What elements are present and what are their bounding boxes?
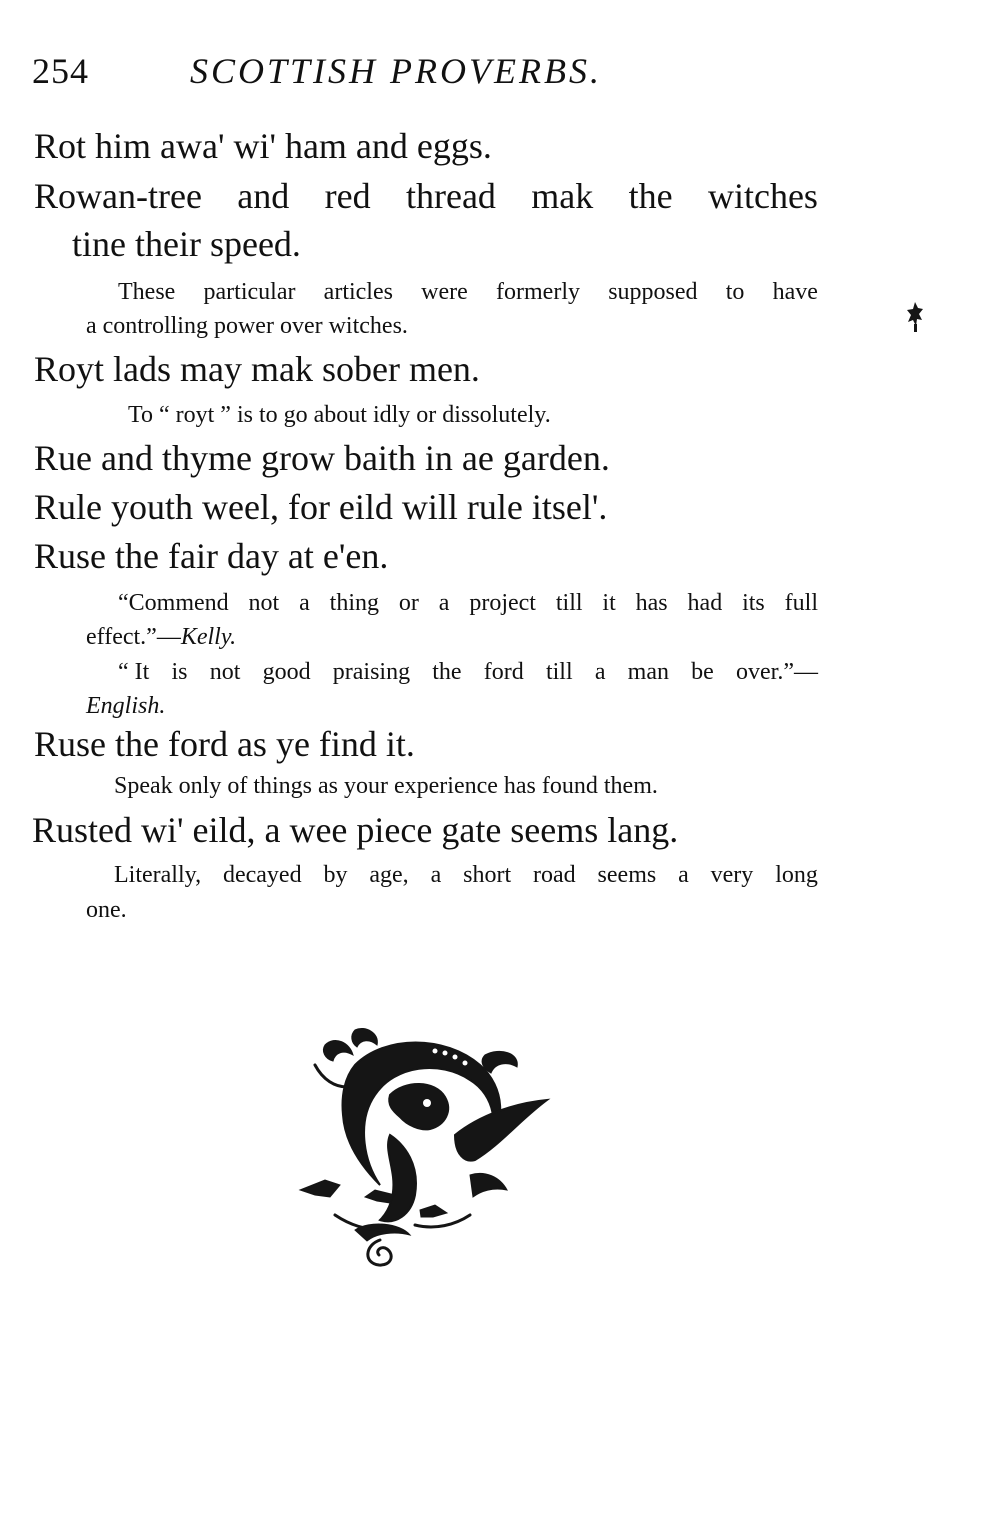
word: particular bbox=[203, 279, 296, 305]
note-rusted-line2: one. bbox=[86, 897, 127, 923]
word: has bbox=[635, 590, 668, 616]
page-number: 254 bbox=[32, 51, 89, 91]
word: very bbox=[710, 862, 754, 888]
word: by bbox=[323, 862, 348, 888]
word: is bbox=[171, 659, 188, 685]
source-attribution: English. bbox=[86, 693, 166, 719]
margin-speck-icon bbox=[904, 300, 926, 334]
proverb-rusted-wi-eild: Rusted wi' eild, a wee piece gate seems lang. bbox=[32, 810, 679, 850]
word: formerly bbox=[496, 279, 580, 305]
word: short bbox=[463, 862, 512, 888]
word: a bbox=[299, 590, 310, 616]
proverb-ruse-the-ford: Ruse the ford as ye find it. bbox=[34, 724, 415, 764]
word: it bbox=[602, 590, 616, 616]
word: its bbox=[742, 590, 765, 616]
word: thread bbox=[405, 176, 496, 216]
proverb-rule-youth: Rule youth weel, for eild will rule itsel'. bbox=[34, 487, 608, 527]
word: witches bbox=[707, 176, 818, 216]
word: till bbox=[545, 659, 573, 685]
word: be bbox=[691, 659, 714, 685]
word: not bbox=[209, 659, 241, 685]
word: “Commend bbox=[118, 590, 229, 616]
word: thing bbox=[329, 590, 379, 616]
word: full bbox=[784, 590, 818, 616]
word: Literally, bbox=[114, 862, 202, 888]
word: and bbox=[237, 176, 290, 216]
note-praising-ford-line2 bbox=[86, 689, 165, 723]
note-praising-ford-line1 bbox=[118, 655, 818, 689]
word: not bbox=[248, 590, 280, 616]
note-ruse-the-ford: Speak only of things as your experience has found them. bbox=[114, 773, 658, 799]
word: a bbox=[438, 590, 450, 616]
running-head: SCOTTISH PROVERBS. bbox=[190, 51, 602, 91]
note-text: effect.”— bbox=[86, 624, 181, 650]
word: road bbox=[533, 862, 576, 888]
note-rusted-line1 bbox=[114, 858, 818, 892]
note-rowan-tree-line2: a controlling power over witches. bbox=[86, 313, 408, 339]
word: man bbox=[627, 659, 669, 685]
word: had bbox=[687, 590, 723, 616]
word: seems bbox=[597, 862, 657, 888]
word: a bbox=[678, 862, 689, 888]
word: or bbox=[398, 590, 419, 616]
proverb-rue-and-thyme: Rue and thyme grow baith in ae garden. bbox=[34, 438, 610, 478]
word: have bbox=[772, 279, 818, 305]
note-commend-line1 bbox=[118, 586, 818, 620]
word: red bbox=[324, 176, 371, 216]
word: supposed bbox=[608, 279, 698, 305]
word: were bbox=[421, 279, 468, 305]
word: ford bbox=[483, 659, 524, 685]
word: project bbox=[469, 590, 536, 616]
note-royt-lads: To “ royt ” is to go about idly or dissolutely. bbox=[128, 402, 551, 428]
proverb-rot-him: Rot him awa' wi' ham and eggs. bbox=[34, 126, 492, 166]
word: age, bbox=[369, 862, 409, 888]
source-attribution: Kelly. bbox=[180, 624, 237, 650]
word: Rowan-tree bbox=[34, 176, 202, 216]
word: good bbox=[262, 659, 311, 685]
word: a bbox=[594, 659, 606, 685]
word: long bbox=[775, 862, 818, 888]
proverb-royt-lads: Royt lads may mak sober men. bbox=[34, 349, 480, 389]
word: a bbox=[430, 862, 442, 888]
proverb-ruse-fair-day: Ruse the fair day at e'en. bbox=[34, 536, 389, 576]
word: over.”— bbox=[736, 659, 818, 685]
proverb-rowan-tree-line2: tine their speed. bbox=[72, 224, 301, 264]
word: praising bbox=[332, 659, 411, 685]
word: decayed bbox=[222, 862, 302, 888]
word: the bbox=[432, 659, 462, 685]
word: “ It bbox=[118, 659, 150, 685]
word: till bbox=[555, 590, 583, 616]
dragon-tailpiece-icon bbox=[295, 1025, 565, 1270]
word: articles bbox=[323, 279, 393, 305]
word: These bbox=[118, 279, 176, 305]
word: mak bbox=[531, 176, 594, 216]
word: the bbox=[628, 176, 673, 216]
note-rowan-tree-line1 bbox=[118, 275, 818, 309]
proverb-rowan-tree-line1 bbox=[34, 172, 818, 220]
word: to bbox=[725, 279, 745, 305]
note-commend-line2 bbox=[86, 620, 236, 654]
